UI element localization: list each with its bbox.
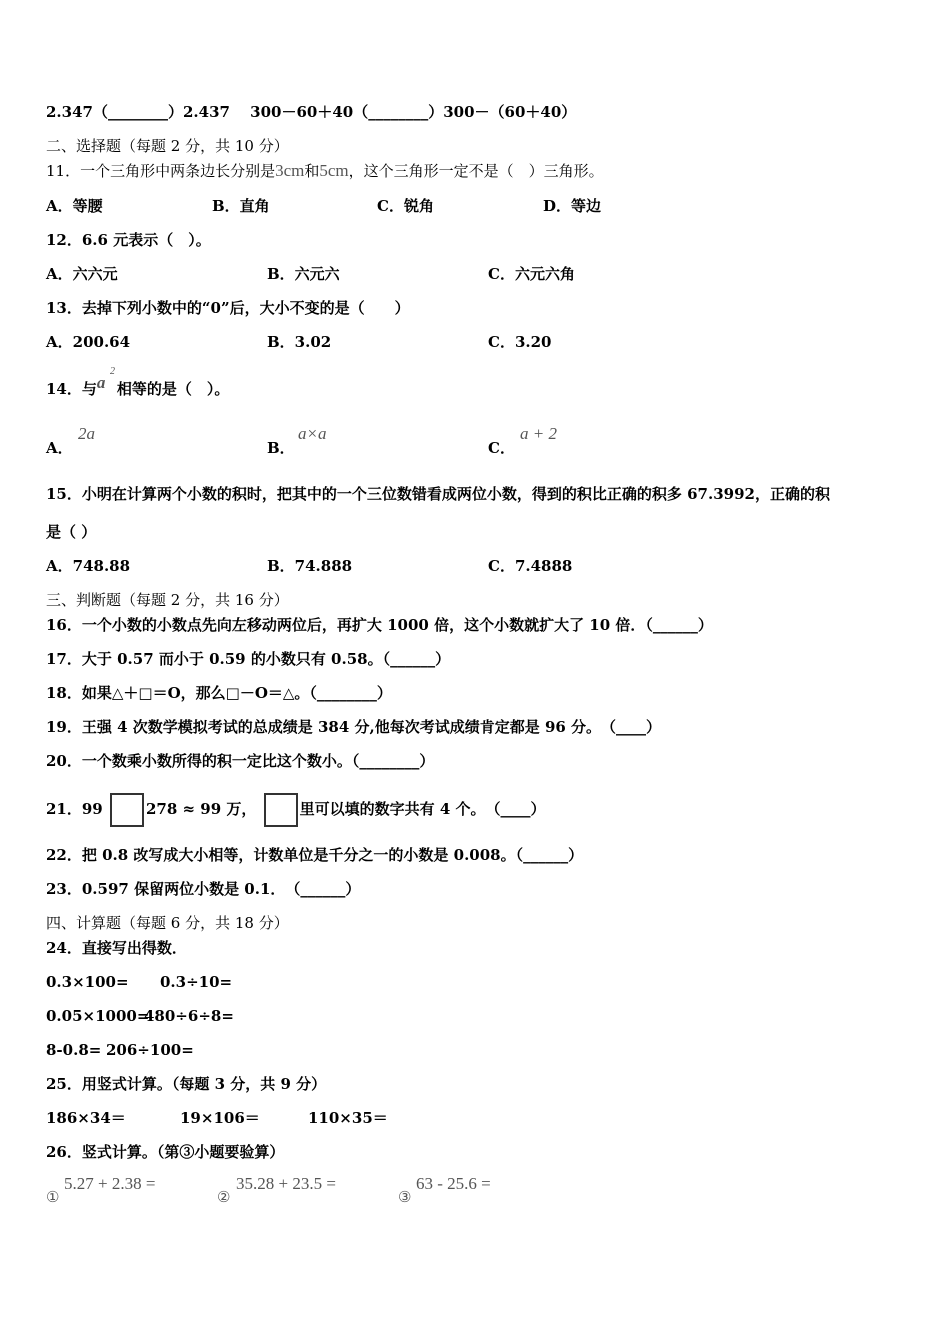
question-14 (46, 373, 230, 399)
q14-text-b: 相等的是（ ）。 (116, 380, 230, 398)
question-18: 18．如果△＋□＝O，那么□－O＝△。（________） (46, 684, 392, 702)
q15-option-c: C．7.4888 (488, 557, 573, 575)
question-16: 16．一个小数的小数点先向左移动两位后，再扩大 1000 倍，这个小数就扩大了 10 倍．（______） (46, 616, 713, 634)
q14-math-a: a (96, 373, 106, 392)
q24-item-5: 8-0.8= (46, 1041, 102, 1059)
q11-math-2: 5cm (319, 161, 349, 180)
q26-number-3: ③ (398, 1190, 412, 1206)
question-17: 17．大于 0.57 而小于 0.59 的小数只有 0.58。（______） (46, 650, 451, 668)
q14-option-c-expr: a + 2 (520, 424, 557, 443)
question-22: 22．把 0.8 改写成大小相等，计数单位是千分之一的小数是 0.008。（______） (46, 846, 584, 864)
question-24: 24．直接写出得数． (46, 939, 187, 957)
q12-option-c: C．六元六角 (488, 265, 575, 283)
q11-math-1: 3cm (275, 161, 305, 180)
question-15-line1: 15．小明在计算两个小数的积时，把其中的一个三位数错看成两位小数，得到的积比正确的积多 67.3992，正确的积 (46, 485, 830, 503)
question-19: 19．王强 4 次数学模拟考试的总成绩是 384 分,他每次考试成绩肯定都是 96 分。 （____） (46, 718, 662, 736)
question-15-line2: 是（ ） (46, 523, 97, 541)
q14-option-c: C． (488, 439, 515, 457)
q14-option-b-expr: a×a (298, 424, 327, 443)
q13-option-b: B．3.02 (267, 333, 332, 351)
q25-item-3: 110×35＝ (308, 1109, 388, 1127)
question-21 (46, 792, 546, 827)
q21-blank-box-1[interactable] (110, 793, 144, 827)
q11-text-b: 和 (304, 162, 320, 180)
q25-item-2: 19×106＝ (180, 1109, 260, 1127)
q13-option-a: A．200.64 (46, 333, 131, 351)
q13-option-c: C．3.20 (488, 333, 552, 351)
q14-text-a: 14．与 (46, 380, 97, 398)
q14-superscript: 2 (110, 366, 115, 377)
q26-number-2: ② (217, 1190, 231, 1206)
q12-option-b: B．六元六 (267, 265, 340, 283)
q15-option-b: B．74.888 (267, 557, 353, 575)
q24-item-6: 206÷100= (106, 1041, 194, 1059)
q26-expr-3: 63 - 25.6 = (416, 1174, 491, 1193)
section-heading-judgement: 三、判断题（每题 2 分，共 16 分） (46, 591, 289, 609)
q12-option-a: A．六六元 (46, 265, 118, 283)
q21-text-b: 278 ≈ 99 万， (145, 800, 257, 818)
q24-item-1: 0.3×100= (46, 973, 129, 991)
q11-text-c: ，这个三角形一定不是（ ）三角形。 (348, 162, 604, 180)
section-heading-calculation: 四、计算题（每题 6 分，共 18 分） (46, 914, 289, 932)
q14-option-a-expr: 2a (78, 424, 95, 443)
question-20: 20．一个数乘小数所得的积一定比这个数小。（________） (46, 752, 435, 770)
comparison-line: 2.347（________）2.437 300－60＋40（________）300－（60＋40） (46, 103, 577, 121)
question-12: 12．6.6 元表示（ ）。 (46, 231, 211, 249)
q21-text-c: 里可以填的数字共有 4 个。 （____） (299, 800, 546, 818)
q14-option-b: B． (267, 439, 295, 457)
question-26: 26．竖式计算。（第③小题要验算） (46, 1143, 285, 1161)
q21-text-a: 21．99 (46, 800, 103, 818)
q24-item-3: 0.05×1000= (46, 1007, 150, 1025)
question-13: 13．去掉下列小数中的“0”后，大小不变的是（ ） (46, 299, 410, 317)
q14-option-a: A． (46, 439, 73, 457)
q26-expr-1: 5.27 + 2.38 = (64, 1174, 156, 1193)
q11-text-a: 11．一个三角形中两条边长分别是 (46, 162, 276, 180)
question-25: 25．用竖式计算。（每题 3 分，共 9 分） (46, 1075, 327, 1093)
q11-option-d: D．等边 (543, 197, 602, 215)
q25-item-1: 186×34＝ (46, 1109, 126, 1127)
question-11 (46, 161, 604, 181)
q26-expr-2: 35.28 + 23.5 = (236, 1174, 336, 1193)
q15-option-a: A．748.88 (46, 557, 131, 575)
section-heading-choice: 二、选择题（每题 2 分，共 10 分） (46, 137, 289, 155)
q11-option-a: A．等腰 (46, 197, 103, 215)
q24-item-2: 0.3÷10= (160, 973, 233, 991)
question-23: 23．0.597 保留两位小数是 0.1． （______） (46, 880, 361, 898)
q21-blank-box-2[interactable] (264, 793, 298, 827)
q11-option-b: B．直角 (212, 197, 270, 215)
q11-option-c: C．锐角 (377, 197, 434, 215)
q24-item-4: 480÷6÷8= (144, 1007, 234, 1025)
q26-number-1: ① (46, 1190, 60, 1206)
